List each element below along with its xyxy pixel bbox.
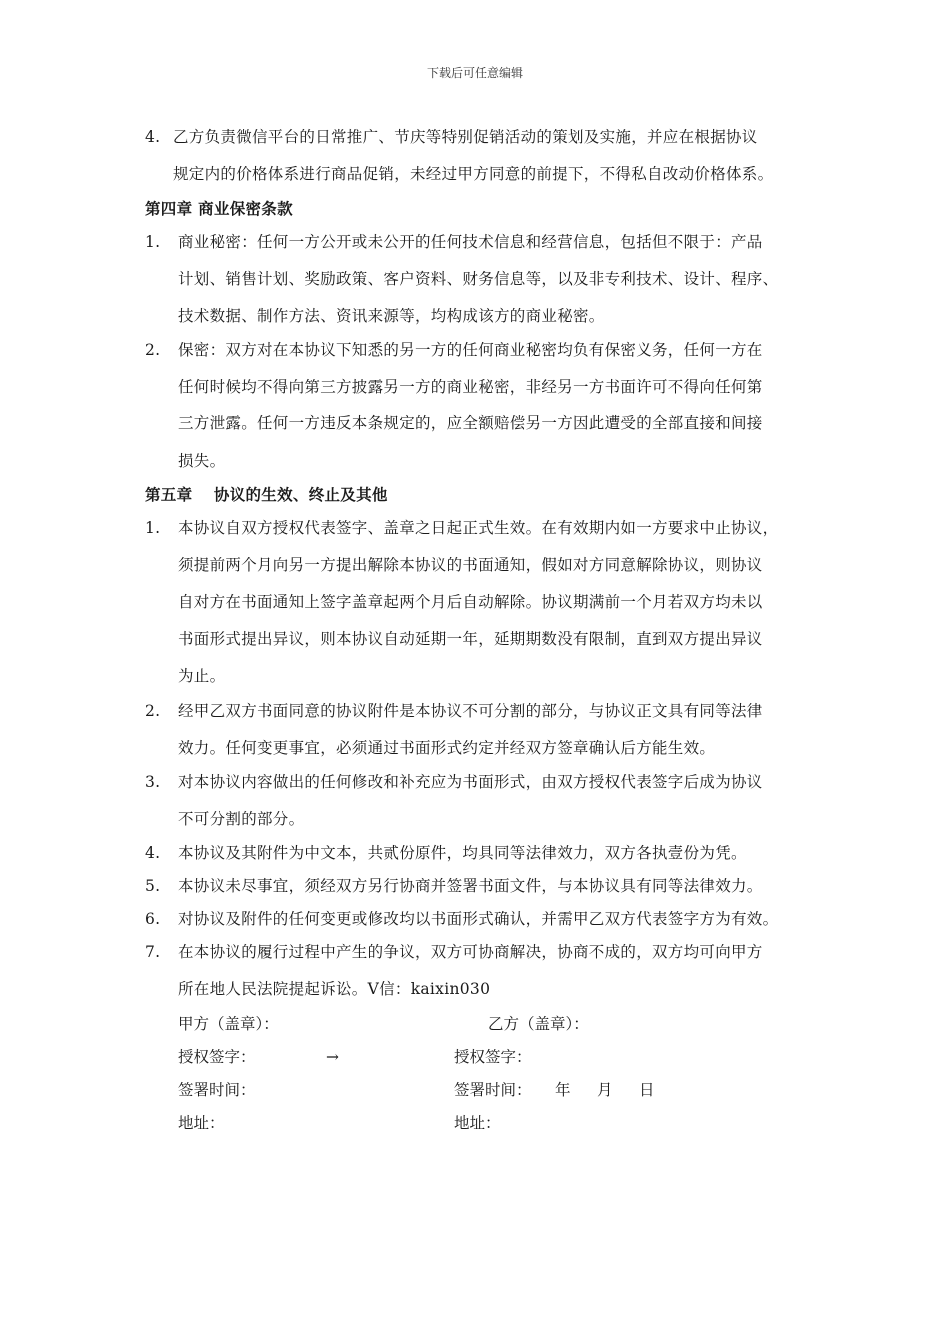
- item-number: 6.: [145, 910, 161, 928]
- clause-line: 保密：双方对在本协议下知悉的另一方的任何商业秘密均负有保密义务，任何一方在: [178, 341, 763, 359]
- item-number: 4.: [145, 128, 161, 146]
- address-b-label: 地址：: [454, 1114, 501, 1132]
- clause-line: 本协议自双方授权代表签字、盖章之日起正式生效。在有效期内如一方要求中止协议，: [178, 519, 779, 537]
- clause-line: 所在地人民法院提起诉讼。V信：kaixin030: [178, 980, 491, 998]
- clause-line: 本协议未尽事宜，须经双方另行协商并签署书面文件，与本协议具有同等法律效力。: [178, 877, 763, 895]
- clause-line: 本协议及其附件为中文本，共贰份原件，均具同等法律效力，双方各执壹份为凭。: [178, 844, 747, 862]
- clause-line: 技术数据、制作方法、资讯来源等，均构成该方的商业秘密。: [178, 307, 605, 325]
- clause-line: 商业秘密：任何一方公开或未公开的任何技术信息和经营信息，包括但不限于：产品: [178, 233, 763, 251]
- clause-line: 损失。: [178, 452, 226, 470]
- clause-line: 须提前两个月向另一方提出解除本协议的书面通知，假如对方同意解除协议，则协议: [178, 556, 763, 574]
- item-number: 7.: [145, 943, 161, 961]
- clause-line: 不可分割的部分。: [178, 810, 305, 828]
- item-number: 1.: [145, 233, 161, 251]
- day-label: 日: [639, 1081, 655, 1099]
- sign-time-a-label: 签署时间：: [178, 1081, 256, 1099]
- item-number: 3.: [145, 773, 161, 791]
- page-header: 下载后可任意编辑: [426, 66, 523, 80]
- month-label: 月: [597, 1081, 613, 1099]
- clause-line: 乙方负责微信平台的日常推广、节庆等特别促销活动的策划及实施，并应在根据协议: [173, 128, 758, 146]
- item-number: 2.: [145, 702, 161, 720]
- clause-line: 效力。任何变更事宜，必须通过书面形式约定并经双方签章确认后方能生效。: [178, 739, 716, 757]
- chapter-5-title: 第五章 协议的生效、终止及其他: [145, 485, 388, 504]
- clause-line: 规定内的价格体系进行商品促销，未经过甲方同意的前提下，不得私自改动价格体系。: [173, 165, 774, 183]
- chapter-4-title: 第四章 商业保密条款: [145, 199, 293, 218]
- party-a-seal-label: 甲方（盖章）：: [178, 1015, 279, 1033]
- clause-line: 自对方在书面通知上签字盖章起两个月后自动解除。协议期满前一个月若双方均未以: [178, 593, 763, 611]
- party-b-seal-label: 乙方（盖章）：: [488, 1015, 589, 1033]
- clause-line: 对本协议内容做出的任何修改和补充应为书面形式，由双方授权代表签字后成为协议: [178, 773, 763, 791]
- arrow-icon: →: [326, 1048, 339, 1066]
- item-number: 1.: [145, 519, 161, 537]
- item-number: 5.: [145, 877, 161, 895]
- clause-line: 在本协议的履行过程中产生的争议，双方可协商解决，协商不成的，双方均可向甲方: [178, 943, 763, 961]
- item-number: 4.: [145, 844, 161, 862]
- sign-time-b-label: 签署时间：: [454, 1081, 532, 1099]
- clause-line: 为止。: [178, 667, 226, 685]
- auth-sign-b-label: 授权签字：: [454, 1048, 532, 1066]
- clause-line: 三方泄露。任何一方违反本条规定的，应全额赔偿另一方因此遭受的全部直接和间接: [178, 414, 763, 432]
- clause-line: 对协议及附件的任何变更或修改均以书面形式确认，并需甲乙双方代表签字方为有效。: [178, 910, 779, 928]
- clause-line: 书面形式提出异议，则本协议自动延期一年，延期期数没有限制，直到双方提出异议: [178, 630, 763, 648]
- auth-sign-a-label: 授权签字：: [178, 1048, 256, 1066]
- clause-line: 经甲乙双方书面同意的协议附件是本协议不可分割的部分，与协议正文具有同等法律: [178, 702, 763, 720]
- clause-line: 计划、销售计划、奖励政策、客户资料、财务信息等，以及非专利技术、设计、程序、: [178, 270, 779, 288]
- clause-line: 任何时候均不得向第三方披露另一方的商业秘密，非经另一方书面许可不得向任何第: [178, 378, 763, 396]
- item-number: 2.: [145, 341, 161, 359]
- address-a-label: 地址：: [178, 1114, 225, 1132]
- year-label: 年: [555, 1081, 571, 1099]
